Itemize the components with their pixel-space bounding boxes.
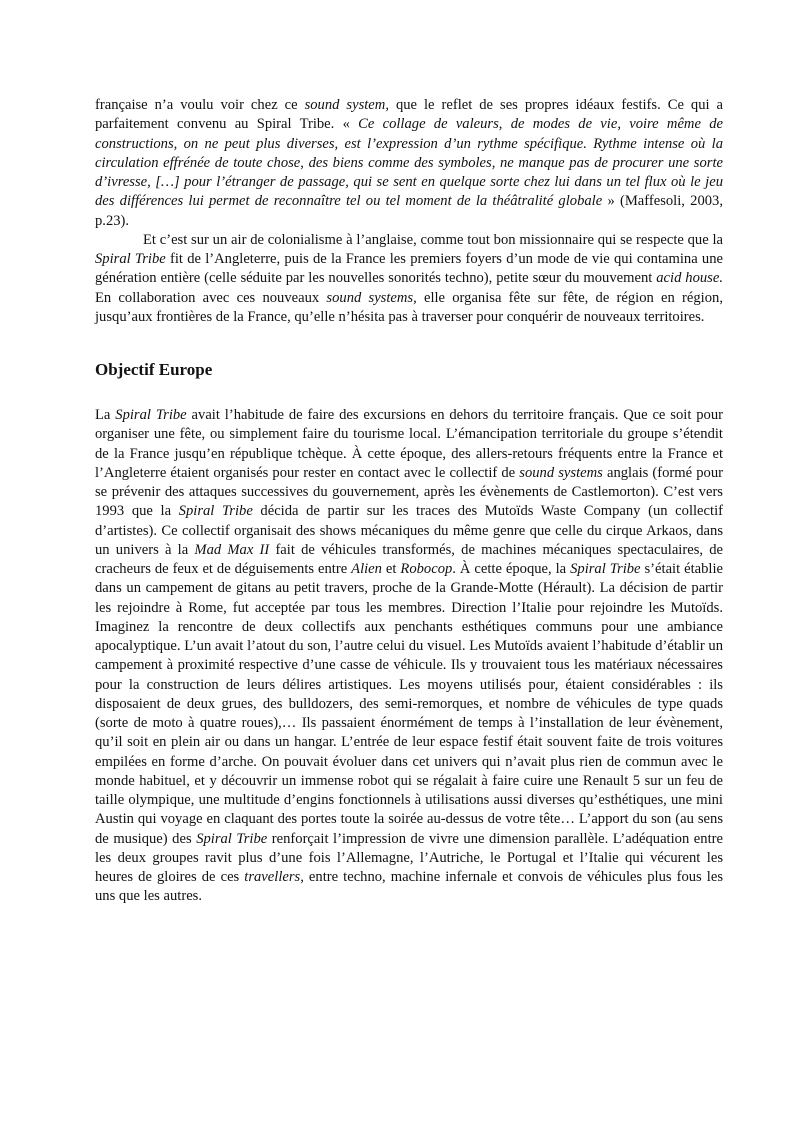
text-run: En collaboration avec ces nouveaux (95, 289, 327, 306)
italic-text-run: Spiral Tribe (115, 407, 187, 423)
italic-text-run: Ce collage de valeurs, de modes de vie, voire même de constructions, on ne peut plus diverses, est l’expression d’un rythme spécifique. Rythme intense où la circulation effrénée de toute chose, des biens comme des symboles, ne manque pas de procurer une sorte d’ivresse, […] pour l’étranger de passage, qui se sent en quelque sorte chez lui dans un tel flux où le jeu des différences lui permet de reconnaître tel ou tel moment de la théâtralité globale (95, 116, 723, 210)
text-run: fait de véhicules transformés, de machines mécaniques spectaculaires, de cracheurs de feux et de déguisements entre (95, 541, 724, 577)
text-run: renforçait l’impression de vivre une dimension parallèle. L’adéquation entre les deux groupes ravit plus d’une fois l’Allemagne, l’Autriche, le Portugal et l’Italie qui vécurent les heures de gloires de ces (95, 830, 723, 885)
text-run: . À cette époque, la (452, 561, 571, 577)
italic-text-run: acid house. (656, 270, 723, 287)
text-run: anglais (formé pour se prévenir des attaques successives du gouvernement, après les évènements de Castlemorton). C’est vers 1993 que la (95, 464, 723, 520)
document-page (95, 96, 723, 907)
text-run: elle organisa fête sur fête, de région en région, jusqu’aux frontières de la France, qu’elle n’hésita pas à traverser pour conquérir de nouveaux territoires. (95, 289, 723, 325)
text-run: décida de partir sur les traces des Mutoïds Waste Company (un collectif d’artistes). Ce collectif organisait des shows mécaniques du même genre que celle du cirque Arkaos, dans un univers à la (95, 503, 723, 558)
italic-text-run: Spiral Tribe (570, 561, 641, 577)
italic-text-run: sound system, (304, 97, 389, 113)
italic-text-run: Alien (351, 561, 382, 577)
section-heading: Objectif Europe (95, 360, 213, 379)
text-run: et (381, 561, 401, 577)
text-run: fit de l’Angleterre, puis de la France les premiers foyers d’un mode de vie qui contamina une génération entière (celle séduite par les nouvelles sonorités techno), petite sœur du mouvement (95, 251, 723, 287)
text-run: française n’a voulu voir chez ce (95, 97, 305, 113)
text-run: s’était établie dans un campement de gitans au petit travers, proche de la Grande-Motte (Hérault). La décision de partir les rejoindre à Rome, fut acceptée par tous les membres. Direction l’Italie pour rejoindre les Mutoïds. Imaginez la rencontre de deux collectifs aux penchants esthétiques communs pour une ambiance apocalyptique. L’un avait l’atout du son, l’autre celui du visuel. Les Mutoïds avaient l’habitude d’établir un campement à proximité respective d’une casse de véhicule. Ils y trouvaient tous les matériaux nécessaires pour la construction de leurs délires artistiques. Les moyens utilisés pour, étaient considérables : ils disposaient de deux grues, des bulldozers, des semi-remorques, et nombre de véhicules de type quads (sorte de moto à quatre roues),… Ils passaient énormément de temps à l’installation de leur évènement, qu’il soit en plein air ou dans un hangar. L’entrée de leur espace festif était souvent faite de trois voitures empilées en forme d’arche. On pouvait évoluer dans cet univers qui n’avait plus rien de commun avec le monde habituel, et y découvrir un immense robot qui se régalait à faire cuire une Renault 5 sur un feu de taille olympique, une multitude d’engins fonctionnels à utilisations aussi diverses qu’esthétiques, une mini Austin qui voyage en claquant des portes toute la soirée au-dessus de votre tête… L’apport du son (au sens de musique) des (95, 561, 723, 847)
text-run: » (Maffesoli, 2003, p.23). (95, 193, 724, 229)
text-run: entre techno, machine infernale et convois de véhicules plus fous les uns que les autres. (95, 869, 723, 905)
text-run: Et c’est sur un air de colonialisme à l’anglaise, comme tout bon missionnaire qui se respecte que la (143, 231, 723, 248)
italic-text-run: sound systems, (326, 289, 417, 306)
italic-text-run: travellers, (244, 869, 304, 885)
text-run: La (95, 407, 116, 423)
text-run: avait l’habitude de faire des excursions en dehors du territoire français. Que ce soit pour organiser une fête, ou simplement faire du tourisme local. L’émancipation territoriale du groupe s’étendit de la France jusqu’en république tchèque. À cette époque, des allers-retours fréquents entre la France et l’Angleterre étaient organisés pour rester en contact avec le collectif de (95, 407, 724, 481)
paragraph-objectif-europe (95, 406, 723, 907)
italic-text-run: Mad Max II (194, 541, 270, 558)
italic-text-run: sound systems (519, 464, 603, 481)
italic-text-run: Spiral Tribe (178, 503, 253, 520)
italic-text-run: Spiral Tribe (95, 251, 166, 267)
paragraph-maffesoli-quote (95, 96, 723, 231)
italic-text-run: Robocop (400, 561, 453, 577)
text-run: que le reflet de ses propres idéaux festifs. Ce qui a parfaitement convenu au Spiral Tribe. « (95, 97, 724, 133)
paragraph-colonialisme (95, 231, 723, 327)
italic-text-run: Spiral Tribe (196, 830, 268, 847)
